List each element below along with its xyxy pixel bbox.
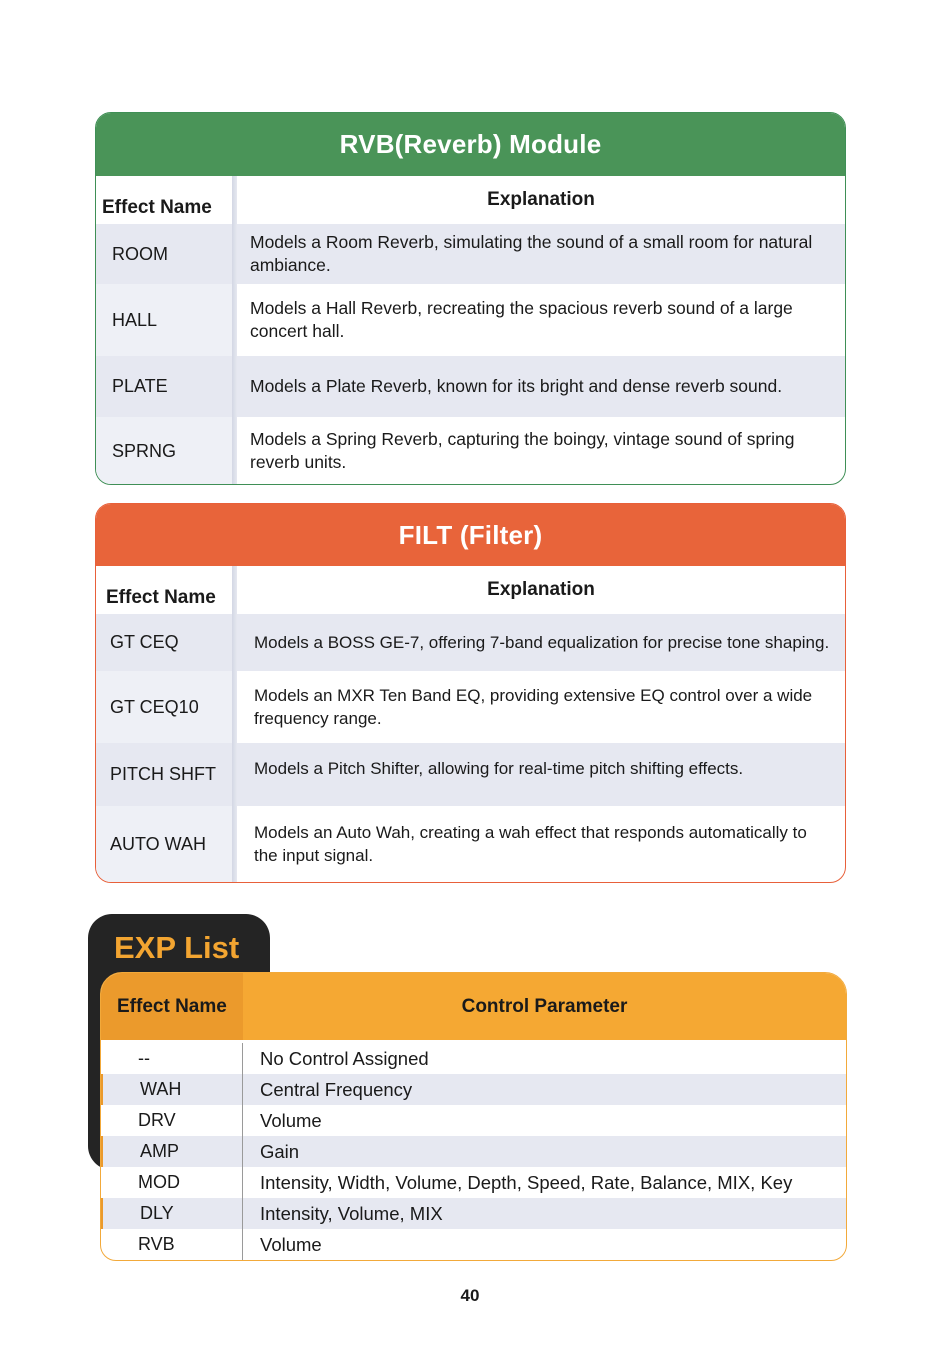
effect-name: GT CEQ10	[96, 671, 232, 743]
table-row	[101, 1074, 846, 1105]
page-number: 40	[460, 1286, 480, 1305]
effect-name: AMP	[101, 1136, 243, 1167]
table-row	[96, 224, 845, 284]
exp-col-param: Control Parameter	[461, 995, 628, 1017]
effect-name: --	[101, 1043, 243, 1074]
effect-explanation: Models a Plate Reverb, known for its bright and dense reverb sound.	[250, 376, 783, 396]
control-parameter: No Control Assigned	[260, 1047, 429, 1069]
effect-name: HALL	[96, 284, 232, 356]
filter-column-header	[96, 566, 845, 614]
effect-name: AUTO WAH	[96, 806, 232, 882]
reverb-col-explanation: Explanation	[487, 189, 595, 210]
table-row	[101, 1229, 846, 1260]
effect-name: MOD	[101, 1167, 243, 1198]
control-parameter: Volume	[260, 1109, 322, 1131]
effect-name: SPRNG	[96, 417, 232, 485]
table-row	[101, 1105, 846, 1136]
effect-explanation: Models a Spring Reverb, capturing the boingy, vintage sound of spring reverb units.	[250, 429, 795, 472]
table-row	[101, 1136, 846, 1167]
effect-explanation: Models a Pitch Shifter, allowing for real-time pitch shifting effects.	[254, 759, 744, 778]
table-row	[96, 806, 845, 882]
effect-name: RVB	[101, 1229, 243, 1260]
filter-table	[95, 503, 846, 883]
exp-list-table	[100, 972, 847, 1261]
exp-column-header	[101, 973, 846, 1040]
reverb-table	[95, 112, 846, 485]
table-row	[101, 1043, 846, 1074]
control-parameter: Volume	[260, 1233, 322, 1255]
table-row	[101, 1167, 846, 1198]
effect-name: WAH	[101, 1074, 243, 1105]
reverb-column-header	[96, 176, 845, 224]
control-parameter: Gain	[260, 1140, 300, 1162]
exp-list-title: EXP List	[114, 930, 240, 965]
effect-explanation: Models a BOSS GE-7, offering 7-band equalization for precise tone shaping.	[254, 633, 830, 652]
effect-name: ROOM	[112, 243, 168, 264]
table-row	[96, 743, 845, 806]
table-row	[96, 284, 845, 356]
effect-explanation: Models a Hall Reverb, recreating the spacious reverb sound of a large concert hall.	[250, 298, 793, 341]
effect-name: DRV	[101, 1105, 243, 1136]
table-row	[101, 1198, 846, 1229]
table-row	[96, 417, 845, 485]
effect-explanation: Models an Auto Wah, creating a wah effect that responds automatically to the input signal.	[254, 823, 807, 865]
filter-title: FILT (Filter)	[96, 504, 845, 566]
control-parameter: Intensity, Volume, MIX	[260, 1202, 443, 1224]
filter-col-effect: Effect Name	[106, 587, 216, 608]
effect-name: GT CEQ	[110, 632, 179, 652]
effect-explanation: Models an MXR Ten Band EQ, providing extensive EQ control over a wide frequency range.	[254, 686, 813, 728]
effect-name: PLATE	[112, 376, 168, 396]
table-row	[96, 614, 845, 671]
table-row	[96, 356, 845, 417]
effect-explanation: Models a Room Reverb, simulating the sound of a small room for natural ambiance.	[250, 232, 813, 275]
effect-name: DLY	[101, 1198, 243, 1229]
filter-col-explanation: Explanation	[487, 579, 595, 600]
table-row	[96, 671, 845, 743]
reverb-col-effect: Effect Name	[102, 197, 212, 218]
control-parameter: Central Frequency	[260, 1078, 413, 1100]
reverb-title: RVB(Reverb) Module	[96, 113, 845, 176]
effect-name: PITCH SHFT	[110, 764, 216, 784]
exp-col-effect: Effect Name	[101, 973, 243, 1040]
control-parameter: Intensity, Width, Volume, Depth, Speed, Rate, Balance, MIX, Key	[260, 1171, 793, 1193]
